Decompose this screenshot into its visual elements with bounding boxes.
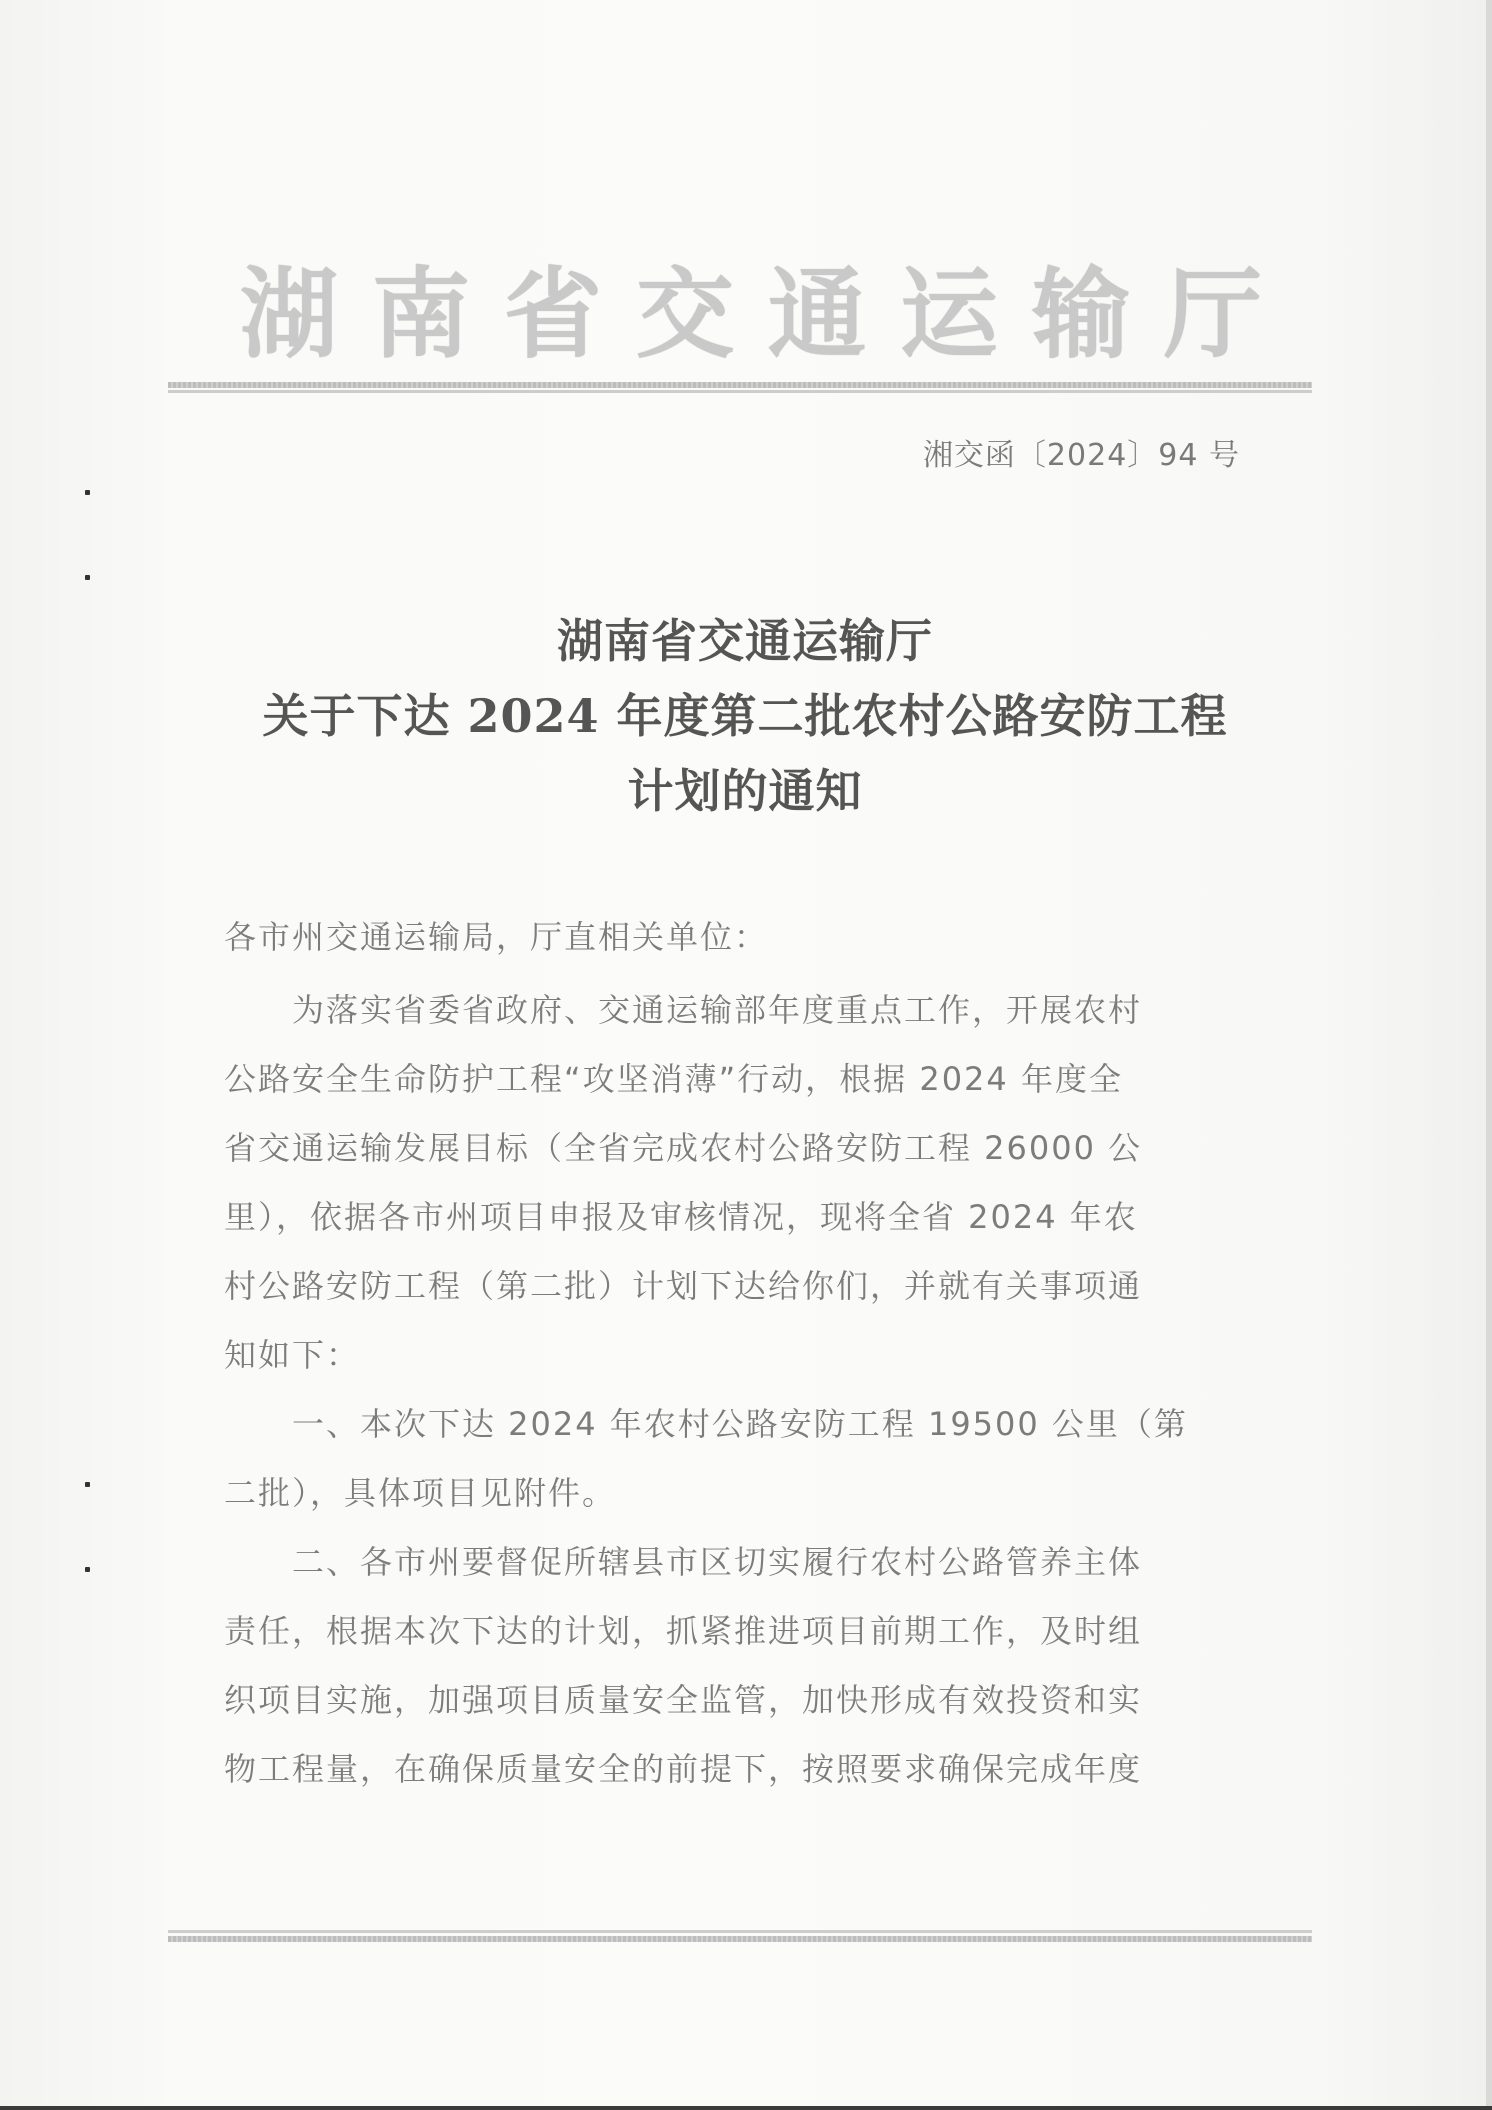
letterhead-title: 湖南省交通运输厅 (240, 257, 1297, 372)
body-line: 里），依据各市州项目申报及审核情况，现将全省 2024 年农 (224, 1198, 1138, 1236)
body-line: 物工程量，在确保质量安全的前提下，按照要求确保完成年度 (224, 1750, 1143, 1788)
scan-bottom-edge (0, 2106, 1492, 2110)
scan-dot (85, 490, 90, 495)
body-line: 织项目实施，加强项目质量安全监管，加快形成有效投资和实 (224, 1681, 1143, 1719)
scan-dot (85, 1567, 90, 1572)
body-line: 二、各市州要督促所辖县市区切实履行农村公路管养主体 (224, 1543, 1143, 1581)
body-line: 一、本次下达 2024 年农村公路安防工程 19500 公里（第 (224, 1405, 1188, 1443)
body-line: 村公路安防工程（第二批）计划下达给你们，并就有关事项通 (224, 1267, 1143, 1305)
salutation: 各市州交通运输局，厅直相关单位： (224, 918, 769, 956)
scan-dot (85, 575, 90, 580)
body-line: 为落实省委省政府、交通运输部年度重点工作，开展农村 (224, 991, 1143, 1029)
letterhead-divider (168, 382, 1312, 394)
body-line: 省交通运输发展目标（全省完成农村公路安防工程 26000 公 (224, 1129, 1143, 1167)
body-line: 责任，根据本次下达的计划，抓紧推进项目前期工作，及时组 (224, 1612, 1143, 1650)
body-line: 知如下： (224, 1336, 361, 1374)
footer-divider (168, 1930, 1312, 1944)
document-title-line-2: 关于下达 2024 年度第二批农村公路安防工程 (262, 689, 1228, 743)
document-title-line-1: 湖南省交通运输厅 (557, 614, 933, 668)
scan-edge-shadow (1486, 0, 1492, 2110)
body-line: 二批），具体项目见附件。 (224, 1474, 617, 1512)
scan-dot (85, 1482, 90, 1487)
body-line: 公路安全生命防护工程“攻坚消薄”行动，根据 2024 年度全 (224, 1060, 1123, 1098)
document-title-line-3: 计划的通知 (627, 764, 863, 818)
document-number: 湘交函〔2024〕94 号 (922, 438, 1240, 473)
